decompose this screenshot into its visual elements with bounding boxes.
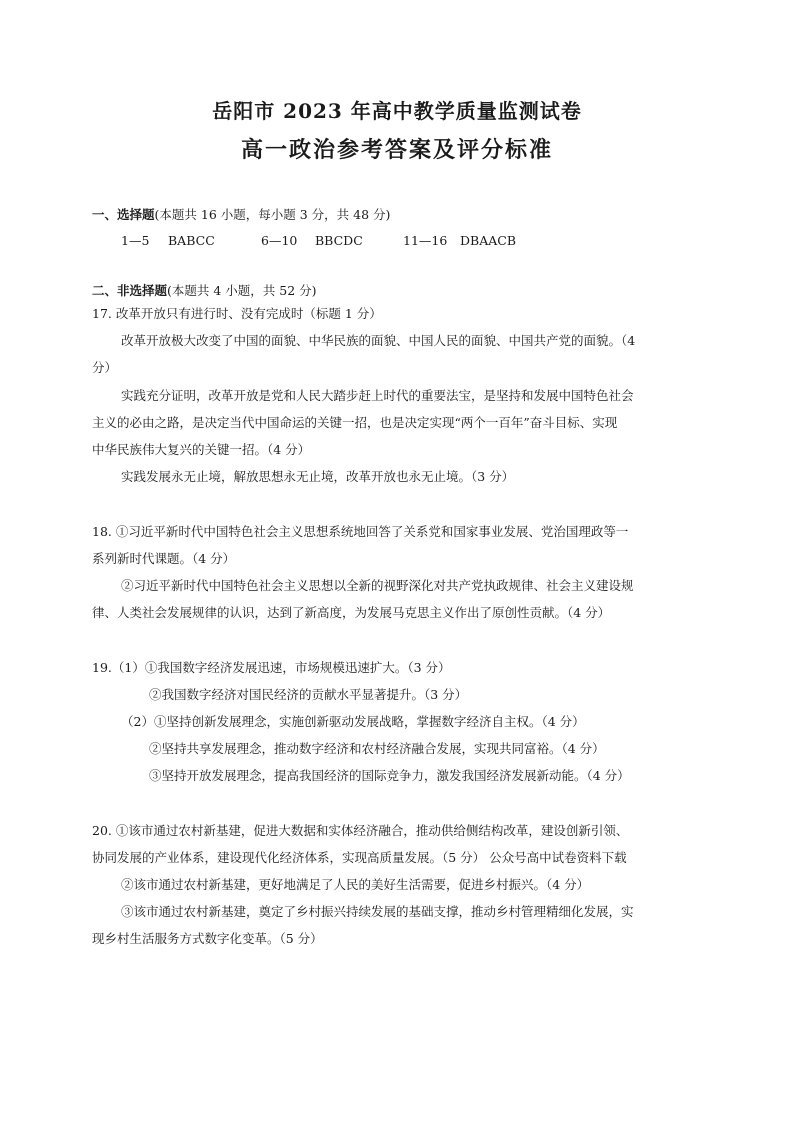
mc-range: 1—5 bbox=[121, 233, 150, 248]
q20-para: ②该市通过农村新基建，更好地满足了人民的美好生活需要，促进乡村振兴。（4 分） bbox=[121, 877, 590, 892]
section2-note: (本题共 4 小题，共 52 分) bbox=[167, 283, 317, 298]
q17-para: 实践发展永无止境，解放思想永无止境，改革开放也永无止境。（3 分） bbox=[121, 469, 515, 484]
mc-keys: BABCC bbox=[168, 233, 215, 248]
mc-keys: DBAACB bbox=[460, 233, 517, 248]
page-title: 岳阳市 2023 年高中教学质量监测试卷 bbox=[212, 99, 582, 123]
q18-para: 18. ①习近平新时代中国特色社会主义思想系统地回答了关系党和国家事业发展、党治国理政等一 bbox=[92, 524, 629, 539]
q17-para: 实践充分证明，改革开放是党和人民大踏步赶上时代的重要法宝，是坚持和发展中国特色社会 bbox=[121, 388, 634, 403]
q17-para: 主义的必由之路，是决定当代中国命运的关键一招，也是决定实现“两个一百年”奋斗目标、实现 bbox=[92, 415, 618, 430]
section2-title: 二、非选择题 bbox=[92, 283, 168, 298]
section2-heading bbox=[92, 282, 704, 300]
q18-para: 律、人类社会发展规律的认识，达到了新高度，为发展马克思主义作出了原创性贡献。（4 分） bbox=[92, 605, 611, 620]
mc-range: 6—10 bbox=[261, 233, 298, 248]
q18-para: ②习近平新时代中国特色社会主义思想以全新的视野深化对共产党执政规律、社会主义建设规 bbox=[121, 578, 634, 593]
q19-para: （2）①坚持创新发展理念，实施创新驱动发展战略，掌握数字经济自主权。（4 分） bbox=[121, 714, 585, 729]
q20-para: 协同发展的产业体系，建设现代化经济体系，实现高质量发展。（5 分） 公众号高中试卷资料下载 bbox=[92, 850, 627, 865]
q20-para: 20. ①该市通过农村新基建，促进大数据和实体经济融合，推动供给侧结构改革，建设创新引领、 bbox=[92, 823, 629, 838]
page-subtitle: 高一政治参考答案及评分标准 bbox=[240, 137, 553, 163]
q19-para: ②坚持共享发展理念，推动数字经济和农村经济融合发展，实现共同富裕。（4 分） bbox=[149, 741, 605, 756]
section1-note: (本题共 16 小题，每小题 3 分，共 48 分) bbox=[154, 207, 391, 222]
q19-para: ③坚持开放发展理念，提高我国经济的国际竞争力，激发我国经济发展新动能。（4 分） bbox=[149, 768, 630, 783]
section1-heading bbox=[92, 206, 704, 224]
q17-title: 17. 改革开放只有进行时、没有完成时（标题 1 分） bbox=[92, 306, 382, 321]
q17-para: 分） bbox=[92, 360, 118, 375]
q17-para: 中华民族伟大复兴的关键一招。（4 分） bbox=[92, 442, 311, 457]
q17-para: 改革开放极大改变了中国的面貌、中华民族的面貌、中国人民的面貌、中国共产党的面貌。（4 bbox=[121, 333, 636, 348]
q19-para: 19.（1）①我国数字经济发展迅速，市场规模迅速扩大。（3 分） bbox=[92, 660, 451, 675]
mc-answer-row bbox=[121, 232, 733, 250]
q19-para: ②我国数字经济对国民经济的贡献水平显著提升。（3 分） bbox=[149, 687, 468, 702]
section1-title: 一、选择题 bbox=[92, 207, 155, 222]
mc-keys: BBCDC bbox=[315, 233, 363, 248]
q18-para: 系列新时代课题。（4 分） bbox=[92, 551, 236, 566]
q20-para: 现乡村生活服务方式数字化变革。（5 分） bbox=[92, 931, 323, 946]
q20-para: ③该市通过农村新基建，奠定了乡村振兴持续发展的基础支撑，推动乡村管理精细化发展，实 bbox=[121, 904, 634, 919]
mc-range: 11—16 bbox=[403, 233, 448, 248]
